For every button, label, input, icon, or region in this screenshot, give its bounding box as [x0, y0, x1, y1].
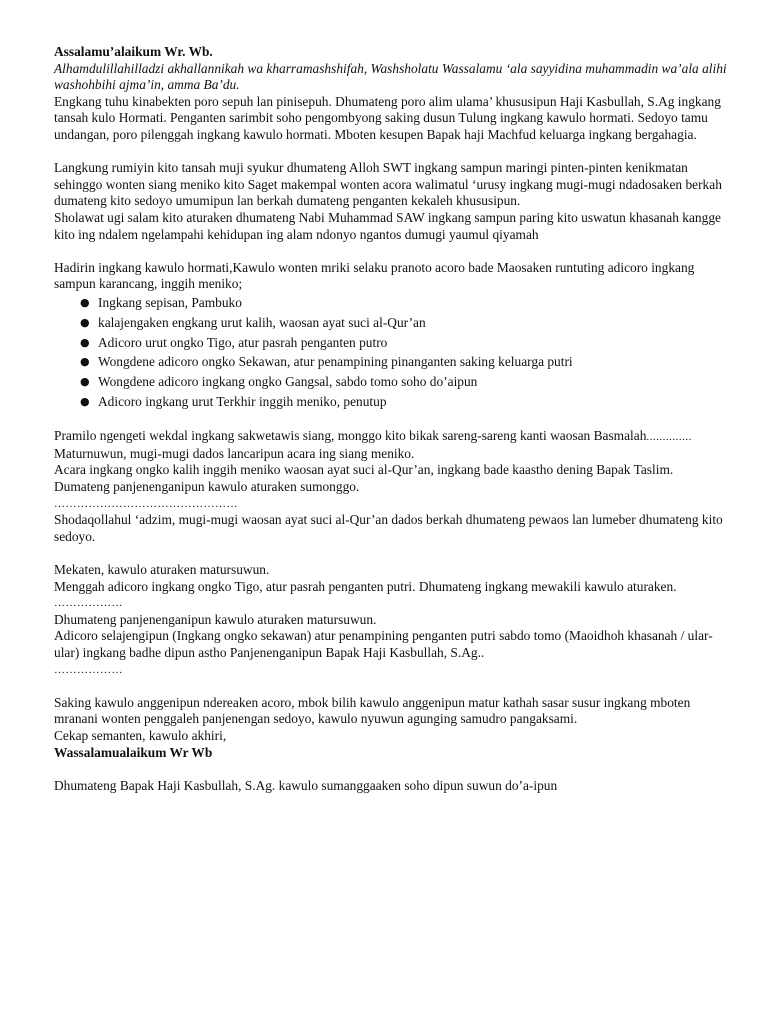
agenda-item-label: Adicoro urut ongko Tigo, atur pasrah penganten putro [98, 334, 388, 350]
dotted-filler: ……………… [54, 663, 123, 676]
bullet-icon: ● [80, 375, 90, 389]
paragraph-closing-line: Cekap semanten, kawulo akhiri, [54, 727, 227, 743]
closing-salam: Wassalamualaikum Wr Wb [54, 744, 213, 760]
paragraph-pasrah: Menggah adicoro ingkang ongko Tigo, atur pasrah penganten putri. Dhumateng ingkang mewakili kawulo aturaken. [54, 578, 677, 594]
agenda-item [80, 293, 728, 313]
bullet-icon: ● [80, 394, 90, 408]
spacer [54, 243, 728, 260]
paragraph-gratitude: Langkung rumiyin kito tansah muji syukur dhumateng Alloh SWT ingkang sampun maringi pinten-pinten kenikmatan sehinggo wonten siang meniko kito Saget makempal wonten acora walimatul ‘urusy ingkang mugi-mugi ndadosaken berkah dumateng kito sedoyo umumipun lan berkah dumateng penganten kekaleh khususipun. [54, 160, 722, 209]
spacer [54, 144, 728, 161]
paragraph-agenda-intro: Hadirin ingkang kawulo hormati,Kawulo wonten mriki selaku pranoto acoro bade Maosaken runtuting adicoro ingkang sampun karancang, inggih meniko; [54, 259, 695, 292]
spacer [54, 678, 728, 695]
agenda-item-label: Wongdene adicoro ongko Sekawan, atur penampining pinanganten saking keluarga putri [98, 354, 573, 370]
agenda-item-label: Adicoro ingkang urut Terkhir inggih meniko, penutup [98, 393, 387, 409]
dotted-filler: .............. [646, 431, 692, 444]
paragraph-welcome: Engkang tuhu kinabekten poro sepuh lan pinisepuh. Dhumateng poro alim ulama’ khususipun Haji Kasbullah, S.Ag ingkang tansah kulo Hormati. Penganten sarimbit soho pengombyong saking dusun Tulung ingkang kawulo hormati. Sedoyo tamu undangan, poro pilenggah ingkang kawulo hormati. Mboten kesupen Bapak haji Machfud keluarga ingkang bergahagia. [54, 93, 721, 142]
paragraph-apology: Saking kawulo anggenipun ndereaken acoro, mbok bilih kawulo anggenipun matur kathah sasar susur ingkang mboten mranani wonten penggaleh panjenengan sedoyo, kawulo nyuwun agunging samudro pangaksami. [54, 694, 691, 727]
paragraph-thanks: Maturnuwun, mugi-mugi dados lancaripun acara ing siang meniko. [54, 445, 415, 461]
spacer [54, 412, 728, 429]
spacer [54, 545, 728, 562]
agenda-item-label: Ingkang sepisan, Pambuko [98, 294, 242, 310]
bullet-icon: ● [80, 355, 90, 369]
dotted-filler: ……………… [54, 597, 123, 610]
agenda-item [80, 352, 728, 372]
agenda-item-label: kalajengaken engkang urut kalih, waosan ayat suci al-Qur’an [98, 314, 426, 330]
spacer [54, 761, 728, 778]
agenda-item [80, 313, 728, 333]
agenda-item [80, 333, 728, 353]
arabic-opening: Alhamdulillahilladzi akhallannikah wa kharramashshifah, Washsholatu Wassalamu ‘ala sayyidina muhammadin wa’ala alihi washohbihi ajma’in, amma Ba’du. [54, 60, 727, 93]
agenda-item [80, 392, 728, 412]
bullet-icon: ● [80, 335, 90, 349]
agenda-item [80, 372, 728, 392]
agenda-list [54, 293, 728, 412]
bullet-icon: ● [80, 315, 90, 329]
paragraph-matursuwun-2: Dhumateng panjenenganipun kawulo aturaken matursuwun. [54, 611, 377, 627]
basmalah-text: Pramilo ngengeti wekdal ingkang sakwetawis siang, monggo kito bikak sareng-sareng kanti waosan Basmalah [54, 428, 647, 444]
paragraph-matursuwun: Mekaten, kawulo aturaken matursuwun. [54, 562, 270, 578]
paragraph-shodaqollah: Shodaqollahul ‘adzim, mugi-mugi waosan ayat suci al-Qur’an dados berkah dhumateng pewaos lan lumeber dhumateng kito sedoyo. [54, 512, 723, 544]
paragraph-quran-reading: Acara ingkang ongko kalih inggih meniko waosan ayat suci al-Qur’an, ingkang bade kaastho dening Bapak Taslim. Dumateng panjenenganipun kawulo aturaken sumonggo. [54, 462, 674, 495]
paragraph-sholawat: Sholawat ugi salam kito aturaken dhumateng Nabi Muhammad SAW ingkang sampun paring kito uswatun khasanah kangge kito ing ndalem ngelampahi kehidupan ing alam ndonyo ngantos dumugi yaumul qiyamah [54, 209, 721, 242]
dotted-filler: ………………………………………… [54, 497, 238, 510]
paragraph-footer: Dhumateng Bapak Haji Kasbullah, S.Ag. kawulo sumanggaaken soho dipun suwun do’a-ipun [54, 777, 558, 793]
bullet-icon: ● [80, 295, 90, 309]
paragraph-maoidhoh: Adicoro selajengipun (Ingkang ongko sekawan) atur penampining penganten putri sabdo tomo (Maoidhoh khasanah / ular-ular) ingkang badhe dipun astho Panjenenganipun Bapak Haji Kasbullah, S.Ag.. [54, 628, 713, 660]
greeting: Assalamu’alaikum Wr. Wb. [54, 44, 213, 59]
paragraph-basmalah [54, 428, 728, 446]
agenda-item-label: Wongdene adicoro ingkang ongko Gangsal, sabdo tomo soho do’aipun [98, 374, 478, 390]
